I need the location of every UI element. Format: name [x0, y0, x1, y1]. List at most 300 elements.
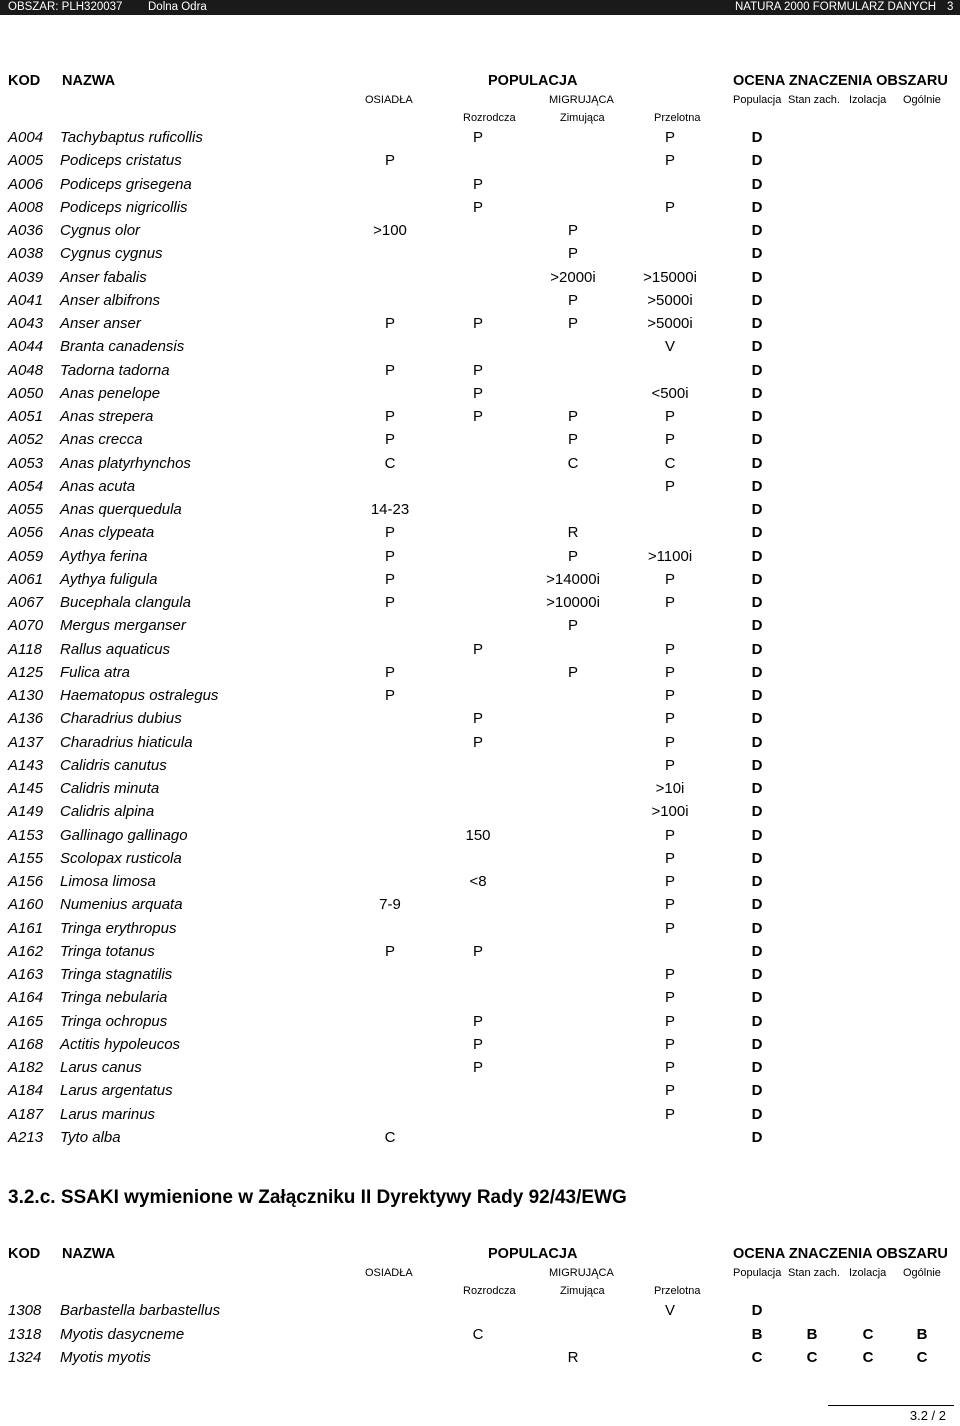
cell-populacja: D — [751, 198, 763, 216]
cell-name: Tringa totanus — [60, 942, 155, 960]
cell-osiadla: P — [384, 315, 396, 332]
cell-code: A070 — [8, 617, 44, 635]
cell-name: Anas crecca — [60, 431, 143, 449]
cell-populacja: D — [751, 547, 763, 565]
cell-name: Anas strepera — [60, 408, 154, 425]
cell-name: Anser albifrons — [60, 291, 161, 309]
cell-name: Anser fabalis — [60, 268, 147, 286]
page-topbar — [0, 0, 960, 15]
cell-rozrodcza: P — [472, 408, 484, 425]
cell-osiadla: P — [384, 663, 396, 681]
table-row — [0, 755, 960, 777]
table-row — [0, 336, 960, 358]
cell-przelotna: P — [664, 710, 676, 728]
cell-name: Gallinago gallinago — [60, 826, 188, 844]
cell-code: A005 — [8, 152, 44, 170]
header-izolacja: Izolacja — [849, 94, 887, 106]
cell-przelotna: P — [664, 687, 676, 704]
cell-name: Anas penelope — [60, 384, 161, 402]
table-row — [0, 499, 960, 521]
cell-rozrodcza: P — [472, 129, 484, 146]
table-row — [0, 1080, 960, 1102]
cell-populacja: D — [751, 129, 763, 146]
header-populacja: POPULACJA — [488, 1246, 578, 1262]
cell-populacja: D — [751, 384, 763, 402]
cell-name: Larus canus — [60, 1059, 142, 1076]
cell-przelotna: >5000i — [647, 291, 693, 309]
cell-code: A051 — [8, 408, 44, 425]
cell-populacja: D — [751, 640, 763, 658]
header-ocena: OCENA ZNACZENIA OBSZARU — [733, 1246, 948, 1262]
cell-name: Cygnus cygnus — [60, 245, 163, 263]
cell-rozrodcza: P — [472, 1059, 484, 1076]
cell-populacja: D — [751, 849, 763, 867]
cell-code: A056 — [8, 524, 44, 542]
cell-rozrodcza: P — [472, 1012, 484, 1030]
cell-przelotna: P — [664, 570, 676, 588]
header-zimujaca: Zimująca — [560, 112, 605, 124]
cell-code: A055 — [8, 501, 44, 518]
cell-zimujaca: P — [567, 408, 579, 425]
cell-zimujaca: >2000i — [550, 268, 596, 286]
cell-name: Charadrius dubius — [60, 710, 182, 728]
table-row — [0, 778, 960, 800]
cell-populacja: D — [751, 780, 763, 797]
cell-code: A118 — [8, 640, 42, 658]
cell-code: A052 — [8, 431, 44, 449]
cell-zimujaca: P — [567, 547, 579, 565]
cell-name: Tringa stagnatilis — [60, 966, 173, 983]
cell-osiadla: P — [384, 942, 396, 960]
cell-zimujaca: P — [567, 431, 579, 449]
header-zimujaca: Zimująca — [560, 1285, 605, 1297]
header-stan-zach: Stan zach. — [788, 1267, 840, 1279]
cell-code: A164 — [8, 989, 44, 1007]
cell-code: 1324 — [8, 1349, 42, 1366]
cell-rozrodcza: P — [472, 175, 484, 193]
cell-przelotna: >5000i — [647, 315, 693, 332]
table-row — [0, 639, 960, 661]
cell-name: Tyto alba — [60, 1128, 121, 1146]
cell-name: Podiceps grisegena — [60, 175, 192, 193]
cell-osiadla: C — [384, 454, 396, 472]
cell-populacja: D — [751, 501, 763, 518]
cell-osiadla: P — [384, 547, 396, 565]
cell-przelotna: P — [664, 1012, 676, 1030]
cell-code: A130 — [8, 687, 44, 704]
cell-osiadla: 7-9 — [379, 896, 401, 914]
cell-zimujaca: P — [567, 291, 579, 309]
table-row — [0, 848, 960, 870]
cell-code: A156 — [8, 873, 44, 890]
cell-name: Scolopax rusticola — [60, 849, 182, 867]
cell-name: Tringa nebularia — [60, 989, 168, 1007]
cell-code: A153 — [8, 826, 44, 844]
cell-populacja: D — [751, 919, 763, 937]
cell-przelotna: P — [664, 663, 676, 681]
table-row — [0, 197, 960, 219]
cell-name: Actitis hypoleucos — [60, 1035, 181, 1053]
cell-przelotna: P — [664, 152, 676, 170]
table-row — [0, 1104, 960, 1126]
cell-populacja: D — [751, 942, 763, 960]
header-osiadla: OSIADŁA — [365, 94, 413, 106]
cell-populacja: D — [751, 315, 763, 332]
table-row — [0, 1300, 960, 1322]
cell-name: Aythya fuligula — [60, 570, 158, 588]
cell-rozrodcza: P — [472, 733, 484, 751]
cell-name: Anas clypeata — [60, 524, 155, 542]
cell-przelotna: P — [664, 733, 676, 751]
cell-przelotna: P — [664, 640, 676, 658]
cell-przelotna: P — [664, 408, 676, 425]
cell-przelotna: P — [664, 756, 676, 774]
cell-name: Mergus merganser — [60, 617, 186, 635]
table-row — [0, 801, 960, 823]
table-row — [0, 825, 960, 847]
cell-osiadla: P — [384, 687, 396, 704]
site-name: Dolna Odra — [148, 1, 207, 13]
cell-populacja: D — [751, 245, 763, 263]
header-ogolnie: Ogólnie — [903, 94, 941, 106]
header-ogolnie: Ogólnie — [903, 1267, 941, 1279]
cell-populacja: D — [751, 803, 763, 821]
table-row — [0, 1034, 960, 1056]
cell-code: A161 — [8, 919, 44, 937]
cell-code: A136 — [8, 710, 44, 728]
cell-populacja: D — [751, 687, 763, 704]
cell-przelotna: P — [664, 896, 676, 914]
cell-zimujaca: P — [567, 315, 579, 332]
cell-code: A125 — [8, 663, 44, 681]
cell-name: Haematopus ostralegus — [60, 687, 219, 704]
cell-populacja: D — [751, 1128, 763, 1146]
cell-code: A053 — [8, 454, 44, 472]
cell-przelotna: <500i — [651, 384, 689, 402]
cell-zimujaca: P — [567, 663, 579, 681]
cell-osiadla: 14-23 — [370, 501, 410, 518]
cell-code: A038 — [8, 245, 44, 263]
cell-ogolnie: B — [916, 1325, 928, 1343]
cell-populacja: D — [751, 175, 763, 193]
cell-populacja: D — [751, 431, 763, 449]
header-przelotna: Przelotna — [654, 1285, 701, 1297]
cell-przelotna: P — [664, 129, 676, 146]
cell-ogolnie: C — [916, 1349, 928, 1366]
table-row — [0, 662, 960, 684]
cell-code: A048 — [8, 361, 44, 379]
cell-stan-zach: B — [806, 1325, 818, 1343]
cell-zimujaca: P — [567, 222, 579, 239]
header-populacja: POPULACJA — [488, 73, 578, 89]
cell-rozrodcza: P — [472, 384, 484, 402]
cell-zimujaca: C — [567, 454, 579, 472]
table-row — [0, 429, 960, 451]
cell-zimujaca: R — [567, 1349, 579, 1366]
cell-przelotna: P — [664, 826, 676, 844]
cell-populacja: D — [751, 733, 763, 751]
cell-przelotna: P — [664, 1035, 676, 1053]
table-row — [0, 243, 960, 265]
cell-name: Myotis myotis — [60, 1349, 151, 1366]
table-row — [0, 1347, 960, 1369]
cell-populacja: D — [751, 710, 763, 728]
cell-przelotna: P — [664, 849, 676, 867]
cell-populacja: D — [751, 594, 763, 611]
cell-name: Rallus aquaticus — [60, 640, 171, 658]
cell-osiadla: P — [384, 361, 396, 379]
site-code: OBSZAR: PLH320037 — [8, 1, 123, 13]
header-izolacja: Izolacja — [849, 1267, 887, 1279]
table-row — [0, 383, 960, 405]
cell-populacja: D — [751, 477, 763, 495]
cell-populacja: D — [751, 268, 763, 286]
cell-izolacja: C — [862, 1325, 874, 1343]
table-row — [0, 406, 960, 428]
cell-izolacja: C — [862, 1349, 874, 1366]
table-row — [0, 522, 960, 544]
table-row — [0, 685, 960, 707]
header-kod: KOD — [8, 1246, 41, 1262]
table-row — [0, 592, 960, 614]
cell-populacja: D — [751, 1012, 763, 1030]
cell-populacja: D — [751, 222, 763, 239]
header-migrujaca: MIGRUJĄCA — [549, 94, 614, 106]
table-row — [0, 290, 960, 312]
cell-code: A006 — [8, 175, 44, 193]
cell-code: A004 — [8, 129, 44, 146]
cell-populacja: D — [751, 873, 763, 890]
cell-przelotna: P — [664, 1059, 676, 1076]
cell-rozrodcza: 150 — [465, 826, 491, 844]
cell-code: A160 — [8, 896, 44, 914]
cell-code: A137 — [8, 733, 44, 751]
table-row — [0, 708, 960, 730]
header-nazwa: NAZWA — [62, 73, 116, 89]
cell-name: Anser anser — [60, 315, 141, 332]
cell-name: Myotis dasycneme — [60, 1325, 185, 1343]
cell-name: Limosa limosa — [60, 873, 156, 890]
cell-name: Tringa ochropus — [60, 1012, 168, 1030]
cell-populacja: D — [751, 291, 763, 309]
cell-przelotna: P — [664, 989, 676, 1007]
cell-rozrodcza: P — [472, 942, 484, 960]
cell-przelotna: V — [664, 1302, 676, 1319]
cell-populacja: D — [751, 454, 763, 472]
cell-code: A213 — [8, 1128, 44, 1146]
cell-przelotna: C — [664, 454, 676, 472]
table-row — [0, 360, 960, 382]
cell-code: A067 — [8, 594, 44, 611]
cell-code: A036 — [8, 222, 44, 239]
header-stan-zach: Stan zach. — [788, 94, 840, 106]
cell-przelotna: V — [664, 338, 676, 356]
cell-populacja: D — [751, 966, 763, 983]
cell-zimujaca: P — [567, 245, 579, 263]
cell-name: Charadrius hiaticula — [60, 733, 193, 751]
cell-przelotna: P — [664, 431, 676, 449]
table-row — [0, 918, 960, 940]
cell-rozrodcza: P — [472, 315, 484, 332]
cell-przelotna: P — [664, 1082, 676, 1100]
cell-rozrodcza: P — [472, 640, 484, 658]
header-populacja-sub: Populacja — [733, 1267, 782, 1279]
cell-przelotna: P — [664, 966, 676, 983]
cell-name: Anas acuta — [60, 477, 136, 495]
cell-populacja: D — [751, 1035, 763, 1053]
cell-rozrodcza: P — [472, 198, 484, 216]
cell-przelotna: >10i — [655, 780, 685, 797]
table-row — [0, 941, 960, 963]
cell-code: A008 — [8, 198, 44, 216]
cell-osiadla: >100 — [373, 222, 407, 239]
header-migrujaca: MIGRUJĄCA — [549, 1267, 614, 1279]
cell-rozrodcza: P — [472, 361, 484, 379]
table-row — [0, 127, 960, 149]
cell-osiadla: P — [384, 408, 396, 425]
cell-code: A050 — [8, 384, 44, 402]
cell-code: 1308 — [8, 1302, 42, 1319]
cell-osiadla: C — [384, 1128, 396, 1146]
table-row — [0, 174, 960, 196]
header-nazwa: NAZWA — [62, 1246, 116, 1262]
header-osiadla: OSIADŁA — [365, 1267, 413, 1279]
table-row — [0, 1057, 960, 1079]
cell-code: 1318 — [8, 1325, 42, 1343]
cell-code: A145 — [8, 780, 44, 797]
cell-populacja: D — [751, 989, 763, 1007]
table-row — [0, 871, 960, 893]
cell-stan-zach: C — [806, 1349, 818, 1366]
table-row — [0, 615, 960, 637]
cell-zimujaca: >14000i — [546, 570, 600, 588]
cell-code: A059 — [8, 547, 44, 565]
cell-code: A044 — [8, 338, 44, 356]
cell-przelotna: >1100i — [647, 547, 693, 565]
cell-populacja: D — [751, 570, 763, 588]
cell-code: A182 — [8, 1059, 44, 1076]
cell-code: A039 — [8, 268, 44, 286]
cell-name: Fulica atra — [60, 663, 131, 681]
cell-zimujaca: R — [567, 524, 579, 542]
cell-name: Calidris canutus — [60, 756, 167, 774]
cell-zimujaca: >10000i — [546, 594, 600, 611]
cell-code: A184 — [8, 1082, 44, 1100]
cell-osiadla: P — [384, 152, 396, 170]
cell-name: Podiceps cristatus — [60, 152, 182, 170]
cell-osiadla: P — [384, 594, 396, 611]
cell-code: A162 — [8, 942, 44, 960]
cell-code: A163 — [8, 966, 44, 983]
cell-code: A043 — [8, 315, 44, 332]
cell-name: Podiceps nigricollis — [60, 198, 188, 216]
cell-code: A165 — [8, 1012, 44, 1030]
cell-name: Tadorna tadorna — [60, 361, 170, 379]
cell-przelotna: >15000i — [643, 268, 697, 286]
cell-name: Larus marinus — [60, 1105, 156, 1123]
table-row — [0, 987, 960, 1009]
cell-populacja: D — [751, 1059, 763, 1076]
table-row — [0, 894, 960, 916]
cell-populacja: D — [751, 896, 763, 914]
cell-rozrodcza: <8 — [469, 873, 487, 890]
cell-populacja: D — [751, 152, 763, 170]
cell-name: Tachybaptus ruficollis — [60, 129, 203, 146]
cell-osiadla: P — [384, 431, 396, 449]
cell-populacja: D — [751, 663, 763, 681]
header-przelotna: Przelotna — [654, 112, 701, 124]
table-row — [0, 732, 960, 754]
table-row — [0, 267, 960, 289]
cell-name: Calidris minuta — [60, 780, 160, 797]
cell-name: Larus argentatus — [60, 1082, 173, 1100]
cell-name: Anas querquedula — [60, 501, 182, 518]
cell-populacja: D — [751, 1105, 763, 1123]
header-kod: KOD — [8, 73, 41, 89]
cell-name: Aythya ferina — [60, 547, 148, 565]
cell-code: A187 — [8, 1105, 44, 1123]
cell-name: Bucephala clangula — [60, 594, 191, 611]
form-title: NATURA 2000 FORMULARZ DANYCH — [735, 1, 937, 13]
cell-populacja: D — [751, 1082, 763, 1100]
footer-page: 3.2 / 2 — [909, 1408, 946, 1423]
cell-code: A143 — [8, 756, 44, 774]
cell-populacja: D — [751, 338, 763, 356]
cell-code: A041 — [8, 291, 44, 309]
cell-rozrodcza: P — [472, 1035, 484, 1053]
cell-populacja: C — [751, 1349, 763, 1366]
cell-rozrodcza: P — [472, 710, 484, 728]
cell-populacja: D — [751, 408, 763, 425]
cell-name: Tringa erythropus — [60, 919, 177, 937]
cell-code: A054 — [8, 477, 44, 495]
header-ocena: OCENA ZNACZENIA OBSZARU — [733, 73, 948, 89]
table-row — [0, 220, 960, 242]
page-number: 3 — [947, 1, 954, 13]
cell-populacja: D — [751, 361, 763, 379]
cell-populacja: D — [751, 756, 763, 774]
cell-name: Calidris alpina — [60, 803, 155, 821]
cell-code: A061 — [8, 570, 44, 588]
cell-przelotna: P — [664, 1105, 676, 1123]
table-row — [0, 546, 960, 568]
cell-przelotna: P — [664, 919, 676, 937]
cell-name: Numenius arquata — [60, 896, 183, 914]
table-row — [0, 313, 960, 335]
cell-code: A155 — [8, 849, 44, 867]
cell-populacja: D — [751, 826, 763, 844]
table-row — [0, 150, 960, 172]
cell-przelotna: P — [664, 477, 676, 495]
cell-name: Branta canadensis — [60, 338, 185, 356]
section-title-mammals: 3.2.c. SSAKI wymienione w Załączniku II Dyrektywy Rady 92/43/EWG — [8, 1187, 627, 1208]
header-rozrodcza: Rozrodcza — [463, 112, 516, 124]
header-populacja-sub: Populacja — [733, 94, 782, 106]
cell-przelotna: P — [664, 594, 676, 611]
cell-name: Cygnus olor — [60, 222, 141, 239]
cell-osiadla: P — [384, 570, 396, 588]
cell-osiadla: P — [384, 524, 396, 542]
cell-populacja: D — [751, 617, 763, 635]
cell-code: A149 — [8, 803, 44, 821]
table-row — [0, 1127, 960, 1149]
table-row — [0, 476, 960, 498]
table-row — [0, 964, 960, 986]
cell-zimujaca: P — [567, 617, 579, 635]
table-row — [0, 453, 960, 475]
cell-populacja: D — [751, 1302, 763, 1319]
header-rozrodcza: Rozrodcza — [463, 1285, 516, 1297]
